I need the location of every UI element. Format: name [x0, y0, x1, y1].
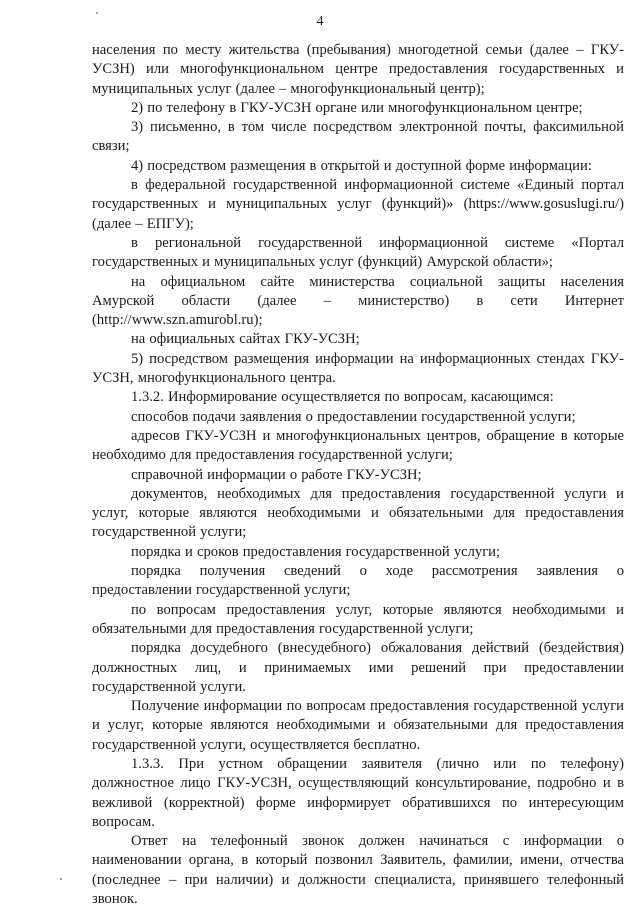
paragraph-11: способов подачи заявления о предоставлении государственной услуги; — [131, 408, 576, 425]
scan-speck — [96, 12, 98, 14]
page-number: 4 — [316, 14, 324, 29]
paragraph-10: 1.3.2. Информирование осуществляется по вопросам, касающимся: — [131, 389, 554, 406]
paragraph-16: порядка получения сведений о ходе рассмотрения заявления о предоставлении государственной услуги; — [92, 563, 624, 599]
paragraph-4: 4) посредством размещения в открытой и доступной форме информации: — [131, 157, 592, 174]
paragraph-5: в федеральной государственной информационной системе «Единый портал государственных и муниципальных услуг (функций)» (https://www.gosuslugi.ru/) (далее – ЕПГУ); — [92, 177, 624, 232]
paragraph-2: 2) по телефону в ГКУ-УСЗН органе или многофункциональном центре; — [131, 99, 583, 116]
paragraph-1: населения по месту жительства (пребывания) многодетной семьи (далее – ГКУ-УСЗН) или многофункциональном центре предоставления государственных и муниципальных услуг (далее – многофункциональный центр); — [92, 42, 624, 97]
paragraph-15: порядка и сроков предоставления государственной услуги; — [131, 543, 501, 560]
paragraph-13: справочной информации о работе ГКУ-УСЗН; — [131, 466, 422, 483]
paragraph-7: на официальном сайте министерства социальной защиты населения Амурской области (далее – министерство) в сети Интернет (http://www.szn.amurobl.ru); — [92, 273, 624, 329]
document-body — [92, 41, 624, 909]
paragraph-21: Ответ на телефонный звонок должен начинаться с информации о наименовании органа, в который позвонил Заявитель, фамилии, имени, отчества (последнее – при наличии) и должности специалиста, принявшего телефонный звонок. — [92, 833, 624, 908]
scan-speck — [60, 878, 62, 880]
paragraph-20: 1.3.3. При устном обращении заявителя (лично или по телефону) должностное лицо ГКУ-УСЗН, осуществляющий консультирование, подробно и в вежливой (корректной) форме информирует обратившихся по интересующим вопросам. — [92, 755, 624, 830]
paragraph-9: 5) посредством размещения информации на информационных стендах ГКУ-УСЗН, многофункционального центра. — [92, 350, 624, 387]
paragraph-3: 3) письменно, в том числе посредством электронной почты, факсимильной связи; — [92, 119, 624, 155]
paragraph-17: по вопросам предоставления услуг, которые являются необходимыми и обязательными для предоставления государственной услуги; — [92, 601, 624, 637]
paragraph-14: документов, необходимых для предоставления государственной услуги и услуг, которые являются необходимыми и обязательными для предоставления государственной услуги; — [92, 485, 624, 541]
paragraph-18: порядка досудебного (внесудебного) обжалования действий (бездействия) должностных лиц, и принимаемых ими решений при предоставлении государственной услуги. — [92, 640, 624, 695]
paragraph-19: Получение информации по вопросам предоставления государственной услуги и услуг, которые являются необходимыми и обязательными для предоставления государственной услуги, осуществляется бесплатно. — [92, 698, 624, 753]
paragraph-6: в региональной государственной информационной системе «Портал государственных и муниципальных услуг (функций) Амурской области»; — [92, 234, 624, 271]
paragraph-8: на официальных сайтах ГКУ-УСЗН; — [131, 331, 360, 348]
paragraph-12: адресов ГКУ-УСЗН и многофункциональных центров, обращение в которые необходимо для предоставления государственной услуги; — [92, 427, 624, 464]
